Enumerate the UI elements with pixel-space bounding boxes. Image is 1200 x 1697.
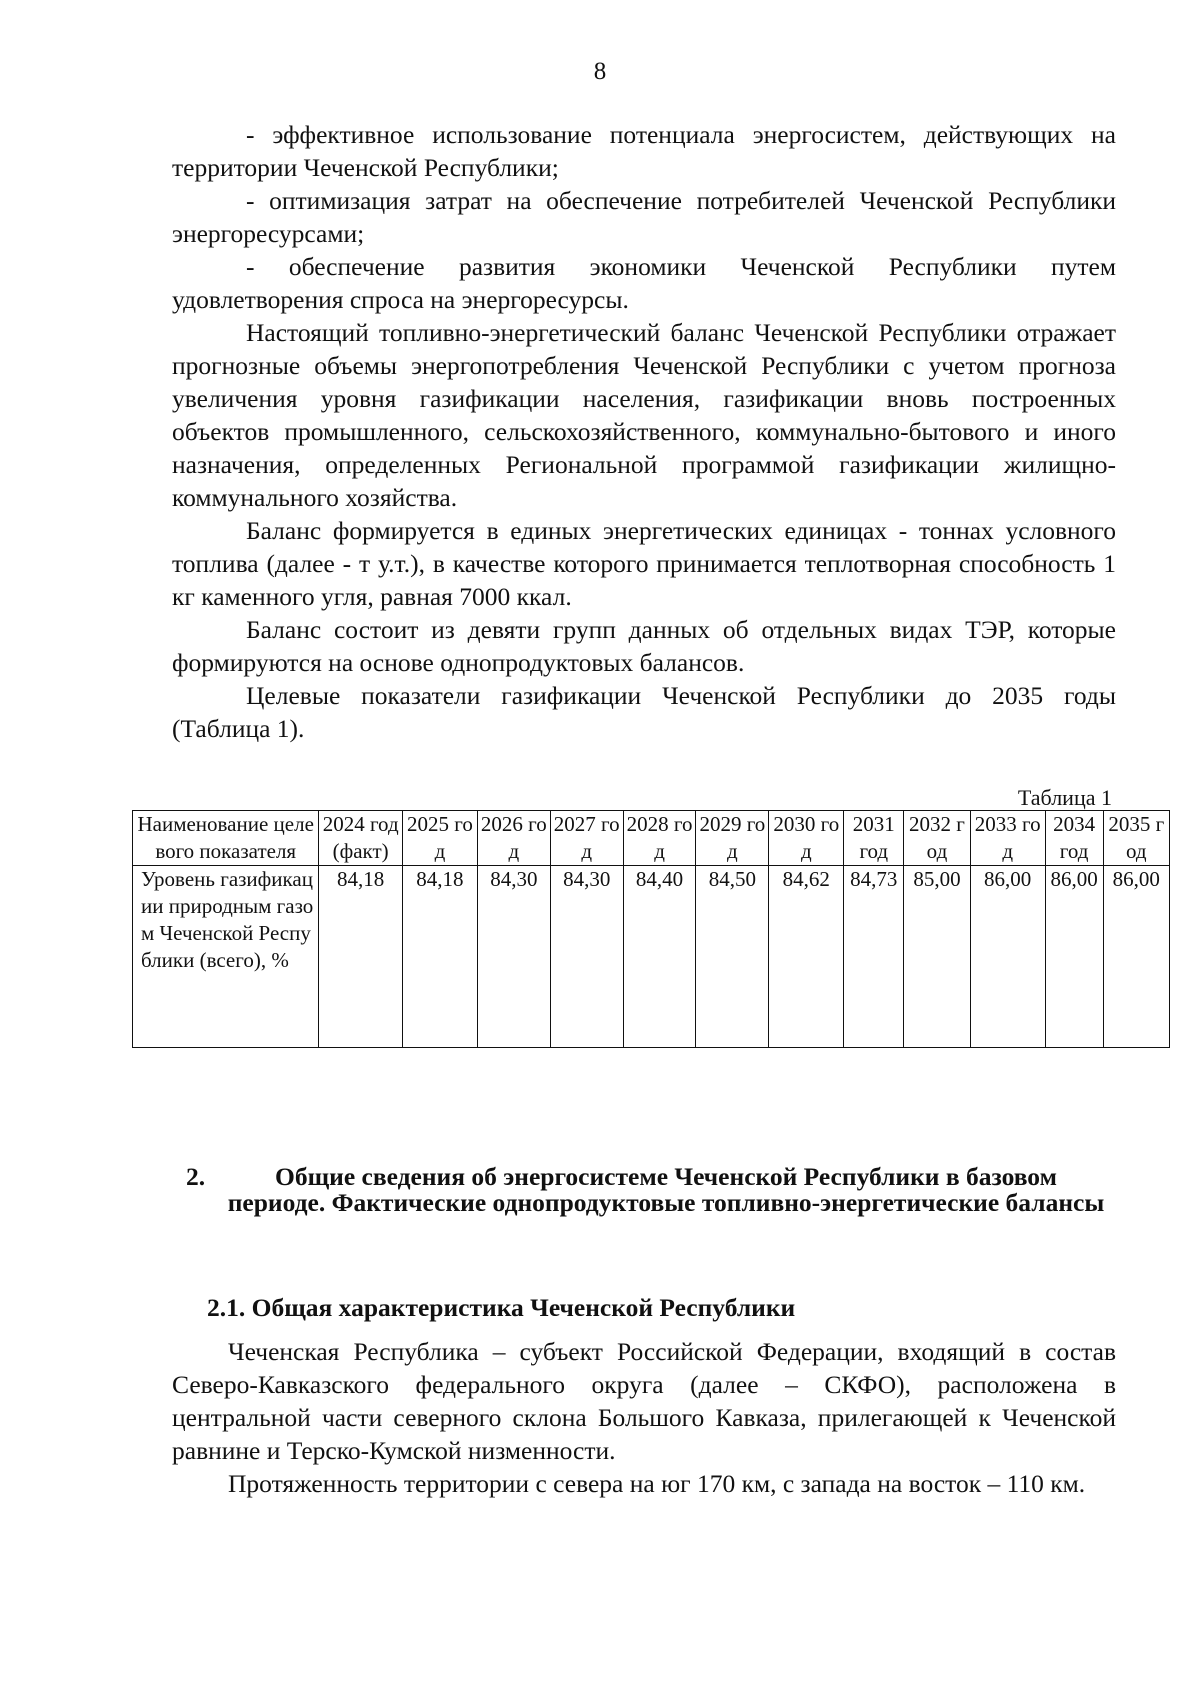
table-cell: 84,30 xyxy=(550,866,623,1048)
table-header-cell: 2031 год xyxy=(844,811,904,866)
table-header-cell: 2033 год xyxy=(970,811,1045,866)
table-cell: 84,50 xyxy=(696,866,769,1048)
section-number: 2. xyxy=(186,1162,206,1191)
intro-text xyxy=(172,118,1116,745)
table-header-cell: 2029 год xyxy=(696,811,769,866)
table-caption: Таблица 1 xyxy=(1017,785,1112,810)
table-header-cell: Наименование целевого показателя xyxy=(133,811,319,866)
section-heading xyxy=(186,1164,1106,1216)
table-header-cell: 2034 год xyxy=(1045,811,1103,866)
table-header-cell: 2025 год xyxy=(402,811,477,866)
paragraph: Настоящий топливно-энергетический баланс Чеченской Республики отражает прогнозные объемы энергопотребления Чеченской Республики с учетом прогноза увеличения уровня газификации населения, газификации вновь построенных объектов промышленного, сельскохозяйственного, коммунально-бытового и иного назначения, определенных Региональной программой газификации жилищно-коммунального хозяйства. xyxy=(172,318,1116,512)
table-header-cell: 2024 год (факт) xyxy=(319,811,403,866)
paragraph: Целевые показатели газификации Чеченской Республики до 2035 годы (Таблица 1). xyxy=(172,681,1116,743)
paragraph: Протяженность территории с севера на юг 170 км, с запада на восток – 110 км. xyxy=(228,1469,1086,1498)
subsection-heading: 2.1. Общая характеристика Чеченской Республики xyxy=(207,1293,796,1322)
paragraph: - обеспечение развития экономики Чеченской Республики путем удовлетворения спроса на энергоресурсы. xyxy=(172,252,1116,314)
paragraph: - эффективное использование потенциала энергосистем, действующих на территории Чеченской Республики; xyxy=(172,120,1116,182)
table-cell: 84,62 xyxy=(769,866,844,1048)
table-header-cell: 2032 год xyxy=(904,811,970,866)
table-row xyxy=(133,866,1170,1048)
paragraph: Чеченская Республика – субъект Российской Федерации, входящий в состав Северо-Кавказского федерального округа (далее – СКФО), расположена в центральной части северного склона Большого Кавказа, прилегающей к Чеченской равнине и Терско-Кумской низменности. xyxy=(172,1337,1116,1465)
table-cell: 84,40 xyxy=(623,866,696,1048)
table-header-row xyxy=(133,811,1170,866)
section-title: Общие сведения об энергосистеме Чеченской Республики в базовом периоде. Фактические однопродуктовые топливно-энергетические балансы xyxy=(227,1162,1105,1217)
table-cell: Уровень газификации природным газом Чеченской Республики (всего), % xyxy=(133,866,319,1048)
table-cell: 86,00 xyxy=(970,866,1045,1048)
paragraph: Баланс формируется в единых энергетических единицах - тоннах условного топлива (далее - т у.т.), в качестве которого принимается теплотворная способность 1 кг каменного угля, равная 7000 ккал. xyxy=(172,516,1116,611)
table-cell: 86,00 xyxy=(1103,866,1170,1048)
table-cell: 84,30 xyxy=(477,866,550,1048)
paragraph: Баланс состоит из девяти групп данных об отдельных видах ТЭР, которые формируются на основе однопродуктовых балансов. xyxy=(172,615,1116,677)
table-header-cell: 2028 год xyxy=(623,811,696,866)
paragraph: - оптимизация затрат на обеспечение потребителей Чеченской Республики энергоресурсами; xyxy=(172,186,1116,248)
table-cell: 84,18 xyxy=(319,866,403,1048)
table-header-cell: 2035 год xyxy=(1103,811,1170,866)
table-cell: 84,18 xyxy=(402,866,477,1048)
table-cell: 84,73 xyxy=(844,866,904,1048)
geo-text xyxy=(172,1335,1116,1500)
table-cell: 85,00 xyxy=(904,866,970,1048)
table-header-cell: 2026 год xyxy=(477,811,550,866)
table-cell: 86,00 xyxy=(1045,866,1103,1048)
gasification-table xyxy=(132,810,1170,1048)
table-header-cell: 2030 год xyxy=(769,811,844,866)
table-header-cell: 2027 год xyxy=(550,811,623,866)
page-number: 8 xyxy=(593,58,607,85)
